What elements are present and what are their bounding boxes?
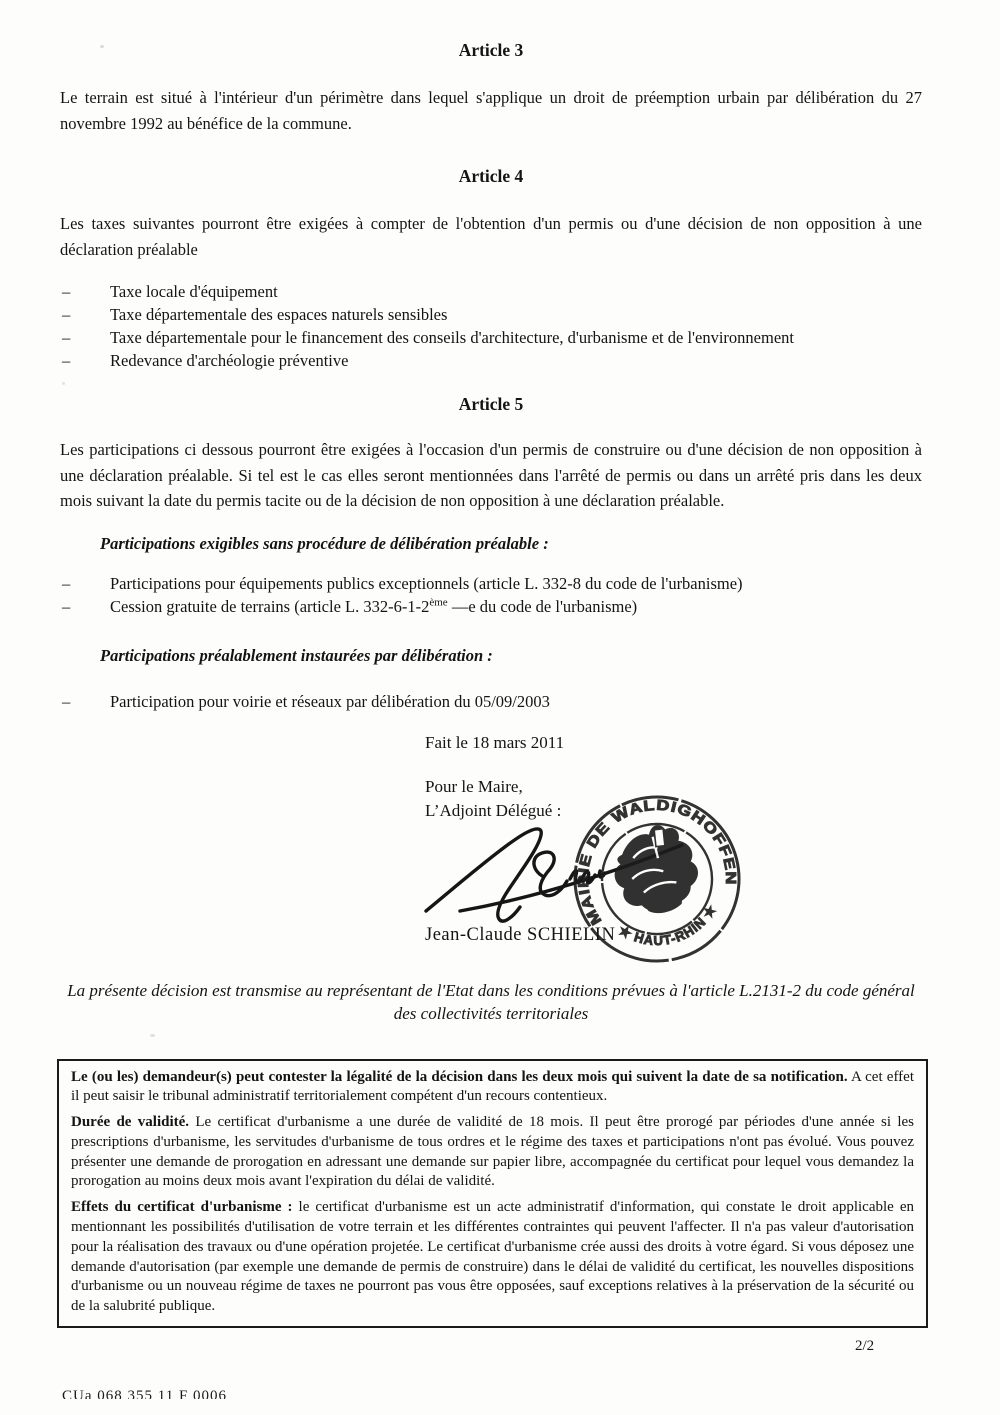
file-reference-code: CUa 068 355 11 F 0006	[62, 1388, 228, 1399]
dash-bullet: –	[62, 573, 71, 593]
article4-paragraph: Les taxes suivantes pourront être exigées à compter de l'obtention d'un permis ou d'une décision de non opposition à une déclaration préalable	[60, 214, 922, 259]
scan-artifact	[150, 1034, 155, 1037]
dash-bullet: –	[62, 351, 71, 370]
participation-item-label: Participation pour voirie et réseaux par délibération du 05/09/2003	[110, 691, 550, 711]
article3-title: Article 3	[458, 40, 524, 60]
scan-artifact	[100, 45, 104, 48]
list-item	[60, 280, 922, 303]
signer-title-line2: L’Adjoint Délégué :	[425, 800, 562, 820]
dash-bullet: –	[62, 305, 71, 324]
participations-exigibles-list	[60, 572, 922, 618]
list-item	[60, 595, 922, 618]
article5-title: Article 5	[458, 394, 524, 414]
transmission-note: La présente décision est transmise au représentant de l'Etat dans les conditions prévues à l'article L.2131-2 du code général des collectivités territoriales	[67, 980, 915, 1023]
list-item	[60, 349, 922, 372]
list-item	[60, 690, 922, 713]
notice-bold-lead: Le (ou les) demandeur(s) peut contester la légalité de la décision dans les deux mois qui suivent la date de sa notification.	[71, 1068, 848, 1085]
participations-instaurees-list	[60, 690, 922, 713]
tax-item-label: Redevance d'archéologie préventive	[110, 351, 349, 370]
dash-bullet: –	[62, 328, 71, 347]
list-item	[60, 572, 922, 595]
document-content	[60, 0, 922, 1328]
dash-bullet: –	[62, 282, 71, 301]
scan-artifact	[62, 382, 65, 385]
participation-item-label: Participations pour équipements publics exceptionnels (article L. 332-8 du code de l'urbanisme)	[110, 573, 743, 593]
stamp-bottom-text: ★ HAUT-RHIN ★	[616, 901, 720, 948]
list-item	[60, 326, 922, 349]
notice-paragraph-effets: Effets du certificat d'urbanisme : le certificat d'urbanisme est un acte administratif d'information, qui constate le droit applicable en mentionnant les possibilités d'utilisation de votre terrain et les différentes contraintes qui peuvent l'affecter. Il n'a pas valeur d'autorisation pour la réalisation des travaux ou d'une opération projetée. Le certificat d'urbanisme crée aussi des droits à votre égard. Si vous déposez une demande d'autorisation (par exemple une demande de permis de construire) dans le délai de validité du certificat, les nouvelles dispositions d'urbanisme ou un nouveau régime de taxes ne pourront pas vous être opposées, sauf exceptions relatives à la préservation de la sécurité ou de la salubrité publique.	[71, 1199, 914, 1315]
page-number: 2/2	[855, 1338, 875, 1354]
tax-item-label: Taxe départementale des espaces naturels sensibles	[110, 305, 448, 324]
signer-name: Jean-Claude SCHIELIN	[425, 924, 616, 945]
superscript-eme: ème	[429, 596, 448, 608]
taxes-list	[60, 280, 922, 372]
legal-notice-box	[57, 1059, 928, 1329]
article5-paragraph: Les participations ci dessous pourront être exigées à l'occasion d'un permis de construire ou d'une décision de non opposition à une déclaration préalable. Si tel est le cas elles seront mentionnées dans l'arrêté de permis ou dans un arrêté pris dans les deux mois suivant la date du permis tacite ou de la décision de non opposition à une déclaration préalable.	[60, 440, 922, 510]
list-item	[60, 303, 922, 326]
tax-item-label: Taxe départementale pour le financement des conseils d'architecture, d'urbanisme et de l'environnement	[110, 328, 794, 347]
participations-exigibles-heading: Participations exigibles sans procédure de délibération préalable :	[100, 533, 549, 553]
stamp-banner	[654, 828, 665, 846]
notice-bold-lead: Durée de validité.	[71, 1114, 190, 1131]
date-line: Fait le 18 mars 2011	[425, 732, 565, 752]
notice-paragraph-contestation: Le (ou les) demandeur(s) peut contester la légalité de la décision dans les deux mois qui suivent la date de sa notification. A cet effet il peut saisir le tribunal administratif territorialement compétent d'un recours contentieux.	[71, 1068, 914, 1105]
notice-paragraph-validite: Durée de validité. Le certificat d'urbanisme a une durée de validité de 18 mois. Il peut être prorogé par périodes d'une année si les prescriptions d'urbanisme, les servitudes d'urbanisme de tous ordres et le régime des taxes et participations n'ont pas évolué. Vous pouvez présenter une demande de prorogation en adressant une demande sur papier libre, accompagnée du certificat pour lequel vous demandez la prorogation au moins deux mois avant l'expiration du délai de validité.	[71, 1114, 914, 1190]
article3-paragraph: Le terrain est situé à l'intérieur d'un périmètre dans lequel s'applique un droit de préemption urbain par délibération du 27 novembre 1992 au bénéfice de la commune.	[60, 88, 922, 133]
signer-title-line1: Pour le Maire,	[425, 776, 523, 796]
notice-bold-lead: Effets du certificat d'urbanisme :	[71, 1199, 293, 1216]
participation-item-label: Cession gratuite de terrains (article L. 332-6-1-2ème —e du code de l'urbanisme)	[110, 596, 638, 616]
dash-bullet: –	[62, 691, 71, 711]
stamp-top-text: MAIRIE DE WALDIGHOFFEN	[575, 797, 739, 927]
dash-bullet: –	[62, 596, 71, 616]
participations-instaurees-heading: Participations préalablement instaurées par délibération :	[100, 645, 493, 665]
article4-title: Article 4	[458, 166, 524, 186]
tax-item-label: Taxe locale d'équipement	[110, 282, 278, 301]
signature-block	[60, 733, 922, 955]
